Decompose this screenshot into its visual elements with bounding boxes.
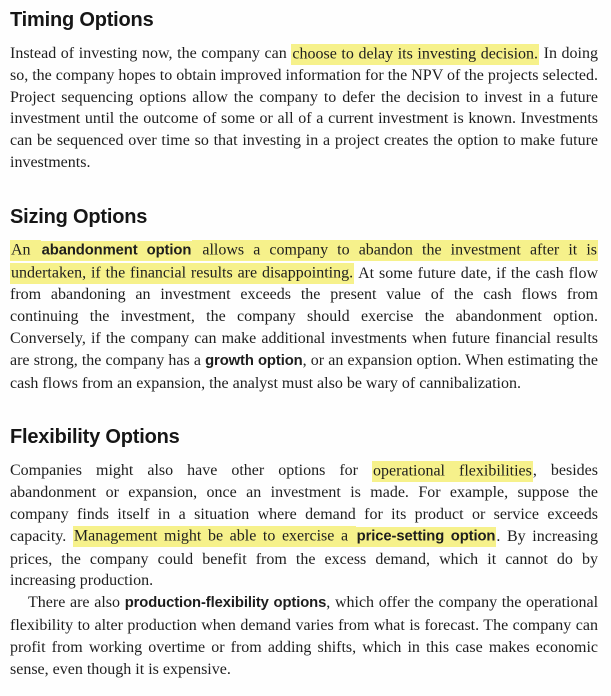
text-run: , which offer the company the operational flexibility to alter production when demand varies from what is forecast. The company can profit from working overtime or from adding shifts, which in this case makes economic sense, even though it is expensive. [10,594,599,678]
bold-term: production-flexibility options [124,595,327,612]
text-run: Instead of investing now, the company can [10,45,292,62]
text-run: Companies might also have other options for [10,462,373,480]
text-run: There are also [28,594,125,612]
text-run: In doing so, the company hopes to obtain improved information for the NPV of the projects selected. Project sequencing options allow the company to defer the decision to invest in a future investment until the outcome of some or all of a current investment is known. Investments can be sequenced over time so that investing in a project creates the option to make future investments. [10,45,599,171]
highlighted-text: Management might be able to exercise a [73,526,356,547]
section-heading: Sizing Options [10,205,148,228]
paragraph [10,240,598,395]
bold-term: abandonment option [41,241,193,261]
paragraph [10,43,598,174]
bold-term: price-setting option [356,527,497,547]
highlighted-text: choose to delay its investing decision. [291,44,539,65]
highlighted-text: allows a company to abandon the investment after it is undertaken, if the financial results are disappointing. [10,240,598,284]
paragraph [10,592,598,680]
highlighted-text: operational flexibilities [372,461,533,482]
text-run: , besides abandonment or expansion, once an investment is made. For example, suppose the company finds itself in a situation where demand for its product or service exceeds capacity. [10,462,599,545]
paragraph [10,460,598,592]
section-heading: Flexibility Options [10,426,180,449]
text-run: . By increasing prices, the company could benefit from the excess demand, which it cannot do by increasing production. [10,527,599,590]
section-heading: Timing Options [10,9,154,31]
section [10,9,598,174]
text-run: , or an expansion option. When estimating the cash flows from an expansion, the analyst must also be wary of cannibalization. [10,351,599,392]
highlighted-text: An [10,240,41,261]
document-content [10,9,598,680]
bold-term: growth option [205,352,303,369]
section [10,426,598,680]
section [10,206,598,395]
text-run: At some future date, if the cash flow from abandoning an investment exceeds the present value of the cash flows from continuing the investment, the company should exercise the abandonment option. Conversely, if the company can make additional investments when future financial results are strong, the company has a [10,264,598,369]
